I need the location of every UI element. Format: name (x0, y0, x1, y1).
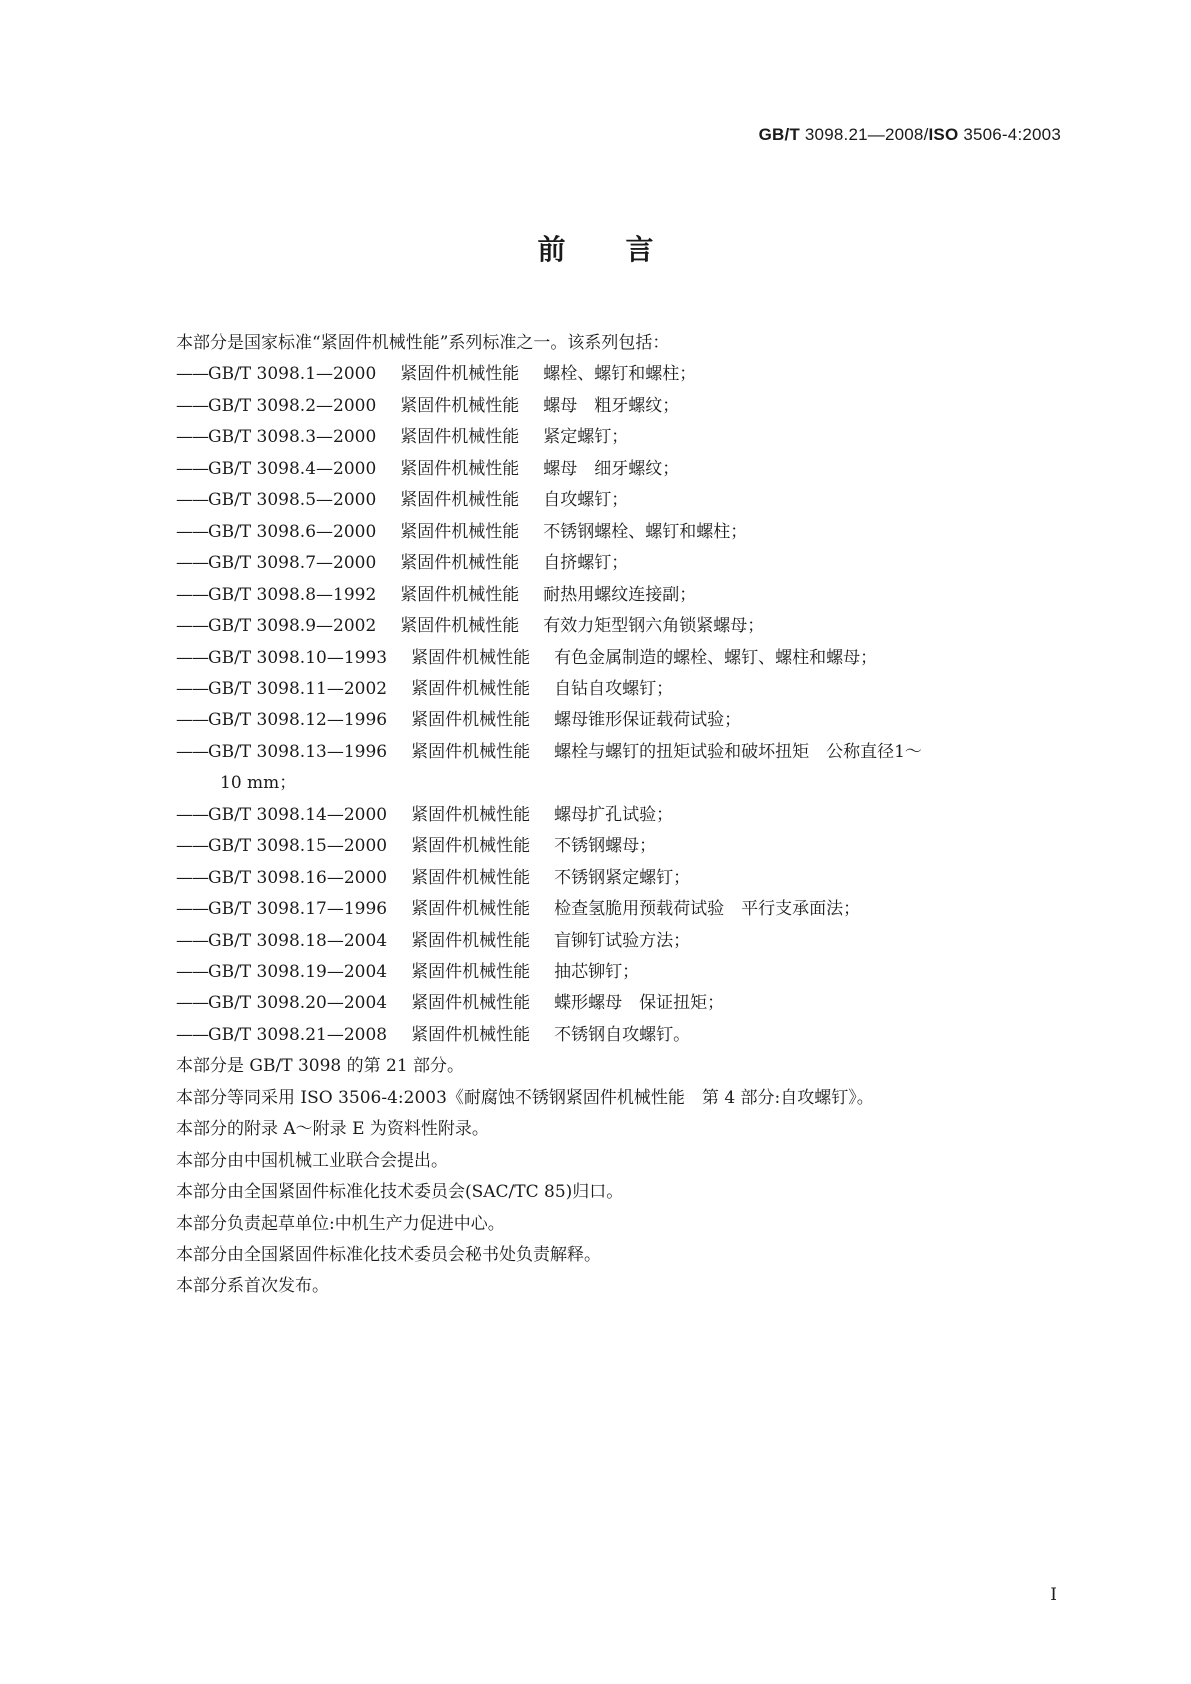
list-dash: —— (176, 553, 208, 574)
standard-item (176, 957, 1071, 988)
standard-item (176, 988, 1071, 1019)
standard-code: GB/T 3098.20—2004 (208, 993, 388, 1014)
foreword-body (176, 328, 1071, 1303)
standard-name: 紧固件机械性能 (400, 553, 520, 574)
list-dash: —— (176, 364, 208, 385)
list-dash: —— (176, 647, 208, 668)
standard-code-header (759, 125, 1061, 145)
list-dash: —— (176, 458, 208, 479)
standard-topic: 蝶形螺母 保证扭矩； (554, 993, 725, 1014)
standard-code: GB/T 3098.15—2000 (208, 836, 388, 857)
standard-item (176, 517, 1071, 548)
standard-name: 紧固件机械性能 (411, 741, 531, 762)
header-code-prefix: GB/T (758, 125, 800, 144)
standard-topic: 有色金属制造的螺栓、螺钉、螺柱和螺母； (554, 647, 878, 668)
standard-name: 紧固件机械性能 (411, 804, 531, 825)
standard-topic: 不锈钢紧定螺钉； (554, 867, 691, 888)
standard-topic: 螺母 细牙螺纹； (543, 458, 680, 479)
standard-name: 紧固件机械性能 (400, 584, 520, 605)
standard-code: GB/T 3098.1—2000 (208, 364, 377, 385)
intro-paragraph: 本部分是国家标准“紧固件机械性能”系列标准之一。该系列包括： (176, 333, 670, 353)
standard-name: 紧固件机械性能 (411, 647, 531, 668)
standard-topic: 螺母锥形保证载荷试验； (554, 710, 742, 731)
standards-list (176, 359, 1071, 1051)
standard-topic: 螺母扩孔试验； (554, 804, 674, 825)
standard-topic: 自攻螺钉； (543, 490, 629, 511)
list-dash: —— (176, 710, 208, 731)
standard-item (176, 485, 1071, 516)
standard-topic: 耐热用螺纹连接副； (543, 584, 697, 605)
standard-code: GB/T 3098.4—2000 (208, 458, 377, 479)
standard-code: GB/T 3098.21—2008 (208, 1024, 388, 1045)
standard-topic: 螺栓与螺钉的扭矩试验和破坏扭矩 公称直径1～ (554, 741, 922, 762)
standard-code: GB/T 3098.2—2000 (208, 395, 377, 416)
standard-code: GB/T 3098.16—2000 (208, 867, 388, 888)
body-paragraph: 本部分系首次发布。 (176, 1276, 329, 1297)
standard-item (176, 831, 1071, 862)
body-paragraph: 本部分由中国机械工业联合会提出。 (176, 1150, 448, 1171)
standard-topic: 紧定螺钉； (543, 427, 629, 448)
list-dash: —— (176, 993, 208, 1014)
standard-item (176, 454, 1071, 485)
list-dash: —— (176, 616, 208, 637)
list-dash: —— (176, 584, 208, 605)
standard-topic: 螺母 粗牙螺纹； (543, 395, 680, 416)
standard-item (176, 800, 1071, 831)
standard-name: 紧固件机械性能 (400, 458, 520, 479)
standard-topic: 不锈钢自攻螺钉。 (554, 1024, 691, 1045)
list-dash: —— (176, 836, 208, 857)
header-iso-prefix: ISO (928, 125, 959, 144)
standard-code: GB/T 3098.13—1996 (208, 741, 388, 762)
list-dash: —— (176, 899, 208, 920)
standard-topic: 有效力矩型钢六角锁紧螺母； (543, 616, 765, 637)
body-paragraph: 本部分由全国紧固件标准化技术委员会(SAC/TC 85)归口。 (176, 1182, 624, 1203)
standard-item (176, 391, 1071, 422)
list-dash: —— (176, 867, 208, 888)
standard-topic-continuation: 10 mm； (220, 773, 297, 794)
header-iso-rest: 3506-4:2003 (958, 125, 1061, 144)
standard-name: 紧固件机械性能 (411, 993, 531, 1014)
body-paragraph: 本部分是 GB/T 3098 的第 21 部分。 (176, 1056, 465, 1077)
body-paragraph: 本部分等同采用 ISO 3506-4:2003《耐腐蚀不锈钢紧固件机械性能 第 4 部分:自攻螺钉》。 (176, 1087, 874, 1108)
standard-name: 紧固件机械性能 (411, 836, 531, 857)
standard-topic: 自钻自攻螺钉； (554, 678, 674, 699)
list-dash: —— (176, 930, 208, 951)
standard-code: GB/T 3098.14—2000 (208, 804, 388, 825)
page-number: I (1050, 1585, 1057, 1605)
body-paragraph: 本部分负责起草单位:中机生产力促进中心。 (176, 1213, 505, 1234)
standard-item (176, 422, 1071, 453)
standard-name: 紧固件机械性能 (400, 364, 520, 385)
standard-name: 紧固件机械性能 (411, 867, 531, 888)
standard-code: GB/T 3098.11—2002 (208, 678, 388, 699)
standard-name: 紧固件机械性能 (400, 427, 520, 448)
standard-name: 紧固件机械性能 (411, 962, 531, 983)
standard-code: GB/T 3098.8—1992 (208, 584, 377, 605)
standard-item (176, 737, 1071, 768)
list-dash: —— (176, 1024, 208, 1045)
standard-item (176, 580, 1071, 611)
standard-code: GB/T 3098.10—1993 (208, 647, 388, 668)
standard-name: 紧固件机械性能 (411, 930, 531, 951)
standard-item (176, 548, 1071, 579)
list-dash: —— (176, 962, 208, 983)
standard-item (176, 674, 1071, 705)
standard-code: GB/T 3098.7—2000 (208, 553, 377, 574)
standard-topic: 抽芯铆钉； (554, 962, 640, 983)
page-title: 前言 (537, 233, 714, 266)
standard-item (176, 863, 1071, 894)
standard-name: 紧固件机械性能 (411, 678, 531, 699)
standard-item (176, 926, 1071, 957)
standard-topic: 自挤螺钉； (543, 553, 629, 574)
standard-topic: 不锈钢螺栓、螺钉和螺柱； (543, 521, 748, 542)
paragraphs (176, 1051, 1071, 1303)
standard-code: GB/T 3098.19—2004 (208, 962, 388, 983)
standard-code: GB/T 3098.6—2000 (208, 521, 377, 542)
standard-name: 紧固件机械性能 (400, 395, 520, 416)
standard-code: GB/T 3098.3—2000 (208, 427, 377, 448)
standard-code: GB/T 3098.5—2000 (208, 490, 377, 511)
standard-item (176, 611, 1071, 642)
list-dash: —— (176, 741, 208, 762)
standard-item (176, 705, 1071, 736)
body-paragraph: 本部分的附录 A～附录 E 为资料性附录。 (176, 1119, 489, 1140)
standard-name: 紧固件机械性能 (400, 490, 520, 511)
standard-name: 紧固件机械性能 (400, 616, 520, 637)
list-dash: —— (176, 395, 208, 416)
standard-name: 紧固件机械性能 (411, 1024, 531, 1045)
standard-item (176, 643, 1071, 674)
standard-topic: 盲铆钉试验方法； (554, 930, 691, 951)
standard-name: 紧固件机械性能 (411, 899, 531, 920)
list-dash: —— (176, 490, 208, 511)
standard-topic: 螺栓、螺钉和螺柱； (543, 364, 697, 385)
list-dash: —— (176, 427, 208, 448)
list-dash: —— (176, 678, 208, 699)
standard-topic: 不锈钢螺母； (554, 836, 657, 857)
standard-name: 紧固件机械性能 (400, 521, 520, 542)
header-code-rest: 3098.21—2008/ (799, 125, 929, 144)
standard-item (176, 1020, 1071, 1051)
standard-code: GB/T 3098.12—1996 (208, 710, 388, 731)
standard-code: GB/T 3098.17—1996 (208, 899, 388, 920)
standard-item (176, 894, 1071, 925)
standard-code: GB/T 3098.9—2002 (208, 616, 377, 637)
standard-code: GB/T 3098.18—2004 (208, 930, 388, 951)
standard-topic: 检查氢脆用预载荷试验 平行支承面法； (554, 899, 861, 920)
list-dash: —— (176, 804, 208, 825)
body-paragraph: 本部分由全国紧固件标准化技术委员会秘书处负责解释。 (176, 1245, 601, 1266)
standard-item (176, 359, 1071, 390)
list-dash: —— (176, 521, 208, 542)
standard-name: 紧固件机械性能 (411, 710, 531, 731)
